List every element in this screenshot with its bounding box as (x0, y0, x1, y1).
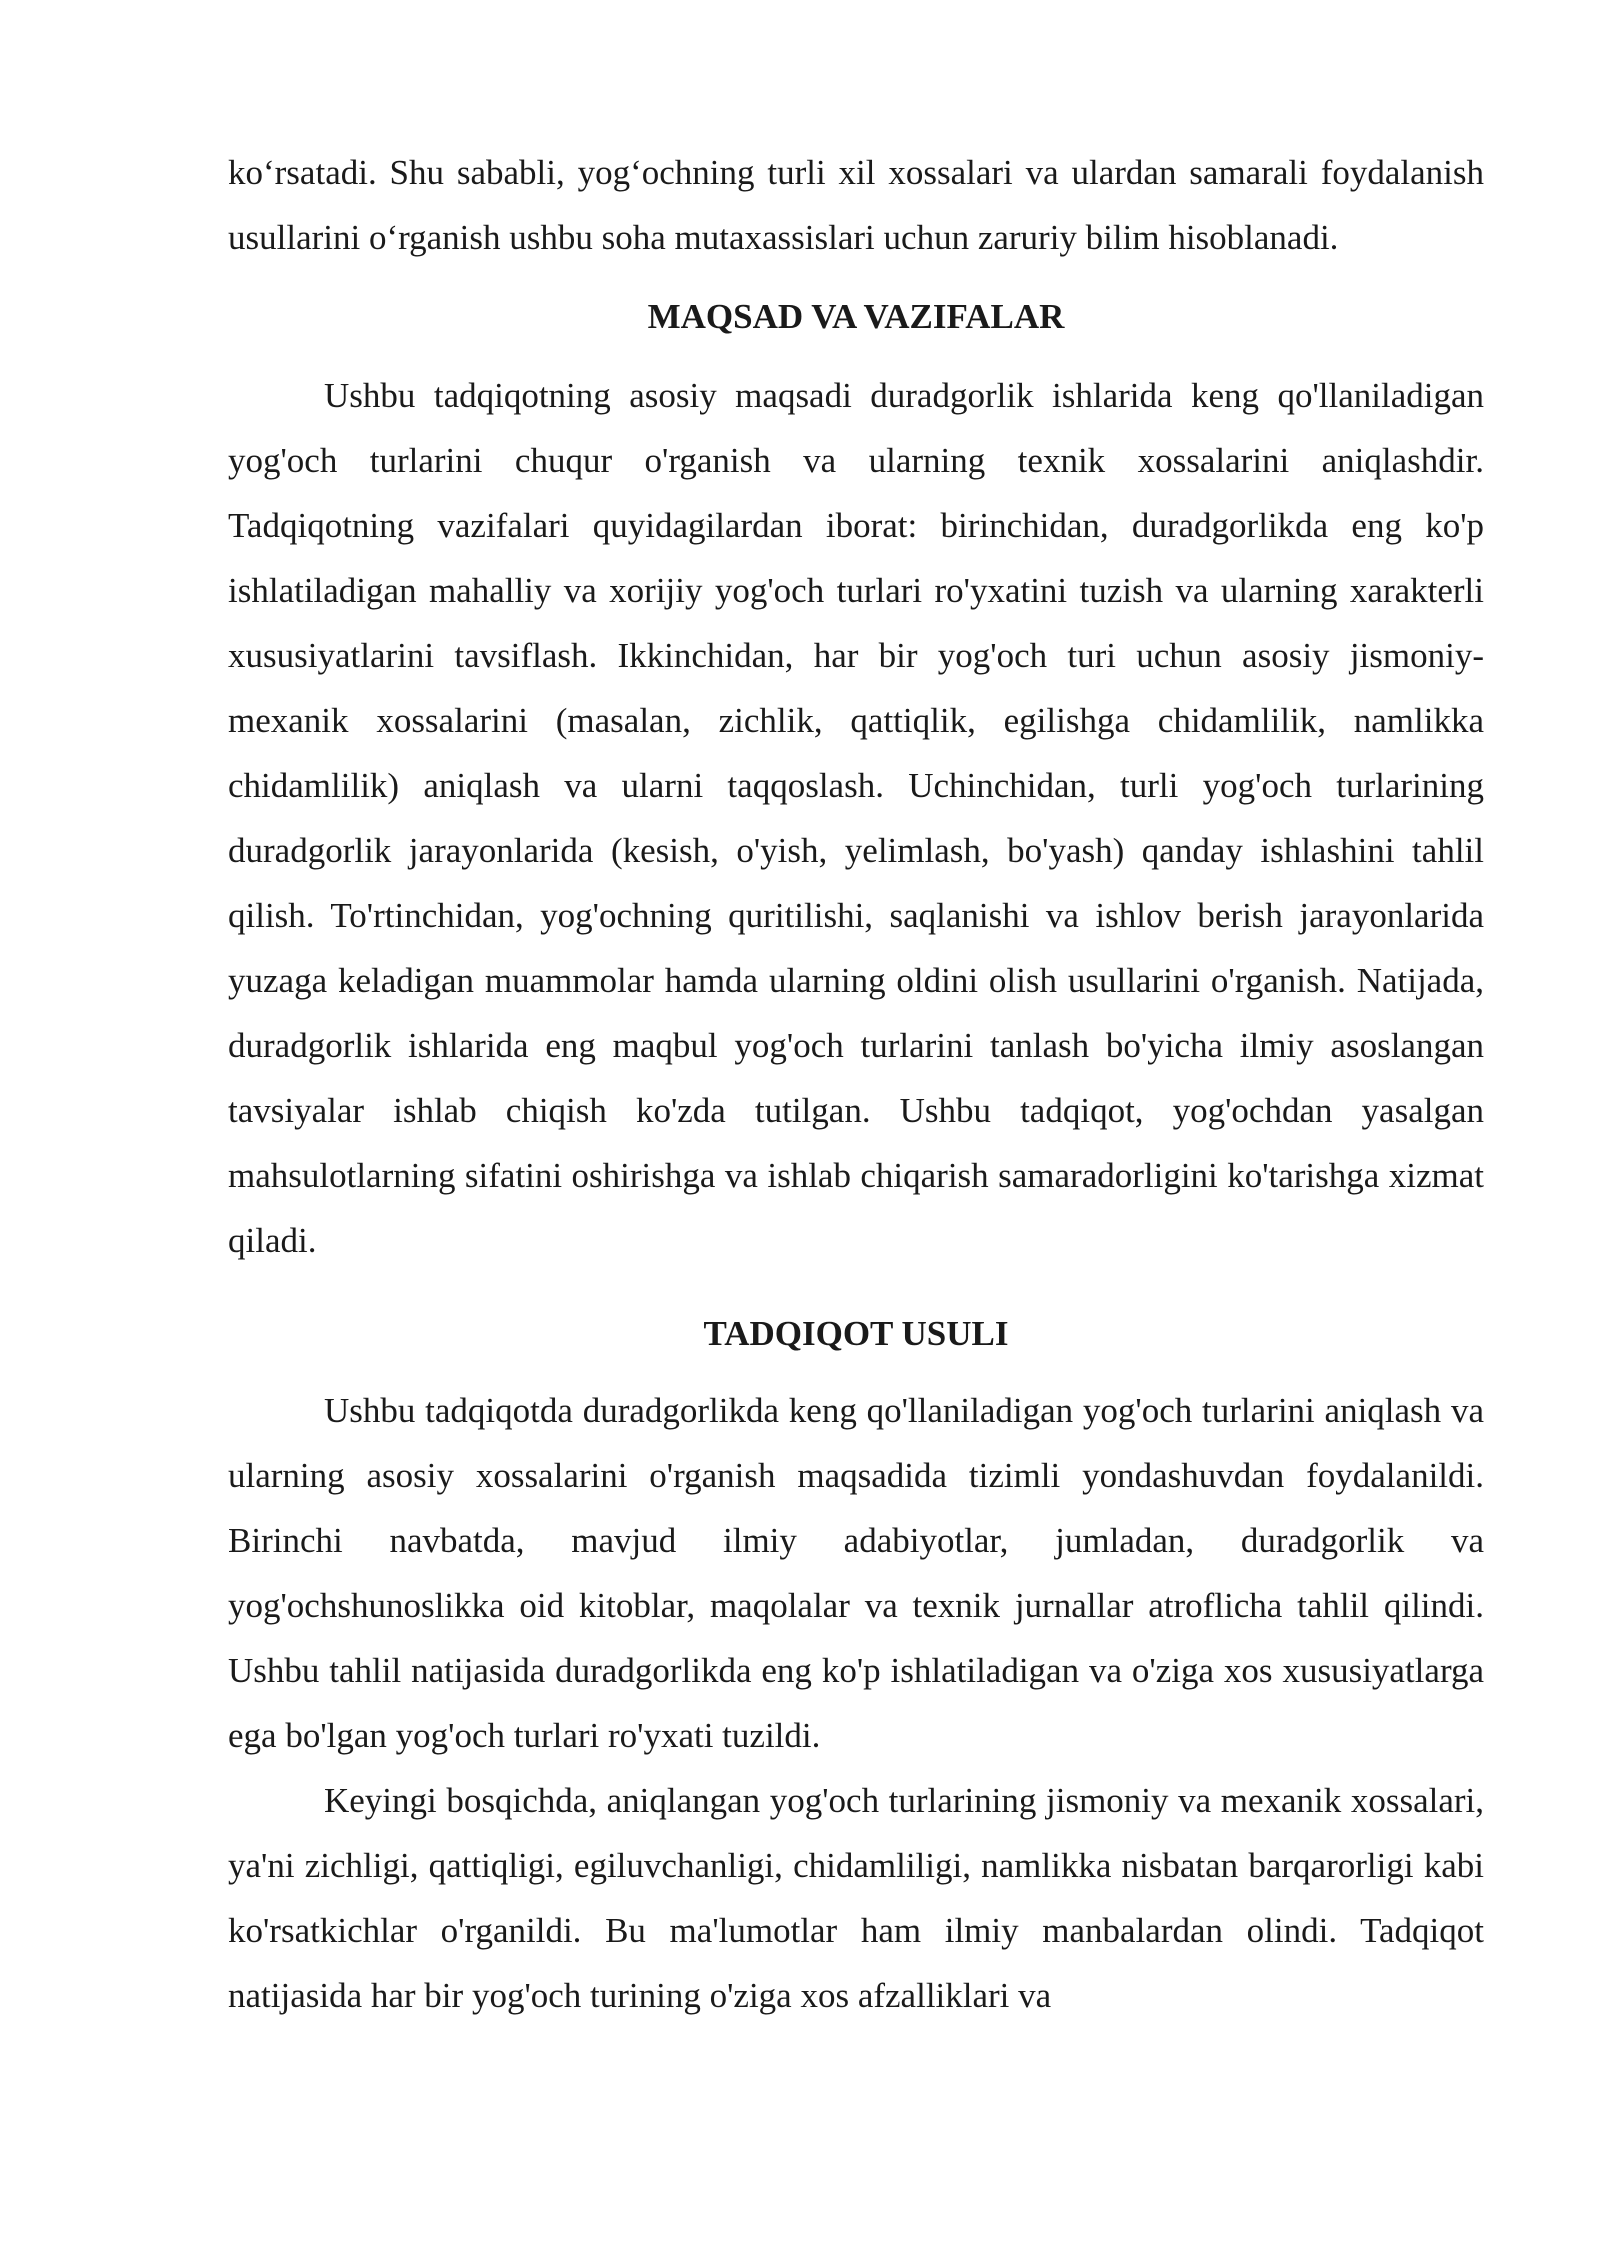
usuli-paragraph-1: Ushbu tadqiqotda duradgorlikda keng qo'llaniladigan yog'och turlarini aniqlash va ularning asosiy xossalarini o'rganish maqsadida tizimli yondashuvdan foydalanildi. Birinchi navbatda, mavjud ilmiy adabiyotlar, jumladan, duradgorlik va yog'ochshunoslikka oid kitoblar, maqolalar va texnik jurnallar atroflicha tahlil qilindi. Ushbu tahlil natijasida duradgorlikda eng ko'p ishlatiladigan va o'ziga xos xususiyatlarga ega bo'lgan yog'och turlari ro'yxati tuzildi. (228, 1391, 1484, 1755)
maqsad-paragraph: Ushbu tadqiqotning asosiy maqsadi duradgorlik ishlarida keng qo'llaniladigan yog'och turlarini chuqur o'rganish va ularning texnik xossalarini aniqlashdir. Tadqiqotning vazifalari quyidagilardan iborat: birinchidan, duradgorlikda eng ko'p ishlatiladigan mahalliy va xorijiy yog'och turlari ro'yxatini tuzish va ularning xarakterli xususiyatlarini tavsiflash. Ikkinchidan, har bir yog'och turi uchun asosiy jismoniy-mexanik xossalarini (masalan, zichlik, qattiqlik, egilishga chidamlilik, namlikka chidamlilik) aniqlash va ularni taqqoslash. Uchinchidan, turli yog'och turlarining duradgorlik jarayonlarida (kesish, o'yish, yelimlash, bo'yash) qanday ishlashini tahlil qilish. To'rtinchidan, yog'ochning quritilishi, saqlanishi va ishlov berish jarayonlarida yuzaga keladigan muammolar hamda ularning oldini olish usullarini o'rganish. Natijada, duradgorlik ishlarida eng maqbul yog'och turlarini tanlash bo'yicha ilmiy asoslangan tavsiyalar ishlab chiqish ko'zda tutilgan. Ushbu tadqiqot, yog'ochdan yasalgan mahsulotlarning sifatini oshirishga va ishlab chiqarish samaradorligini ko'tarishga xizmat qiladi. (228, 376, 1484, 1260)
usuli-paragraph-2: Keyingi bosqichda, aniqlangan yog'och turlarining jismoniy va mexanik xossalari, ya'ni zichligi, qattiqligi, egiluvchanligi, chidamliligi, namlikka nisbatan barqarorligi kabi ko'rsatkichlar o'rganildi. Bu ma'lumotlar ham ilmiy manbalardan olindi. Tadqiqot natijasida har bir yog'och turining o'ziga xos afzalliklari va (228, 1781, 1484, 2015)
document-page (228, 140, 1484, 2028)
section-heading-maqsad: MAQSAD VA VAZIFALAR (647, 297, 1065, 336)
section-heading-usuli: TADQIQOT USULI (703, 1314, 1009, 1353)
intro-paragraph: ko‘rsatadi. Shu sababli, yog‘ochning turli xil xossalari va ulardan samarali foydalanish usullarini o‘rganish ushbu soha mutaxassislari uchun zaruriy bilim hisoblanadi. (228, 153, 1484, 257)
